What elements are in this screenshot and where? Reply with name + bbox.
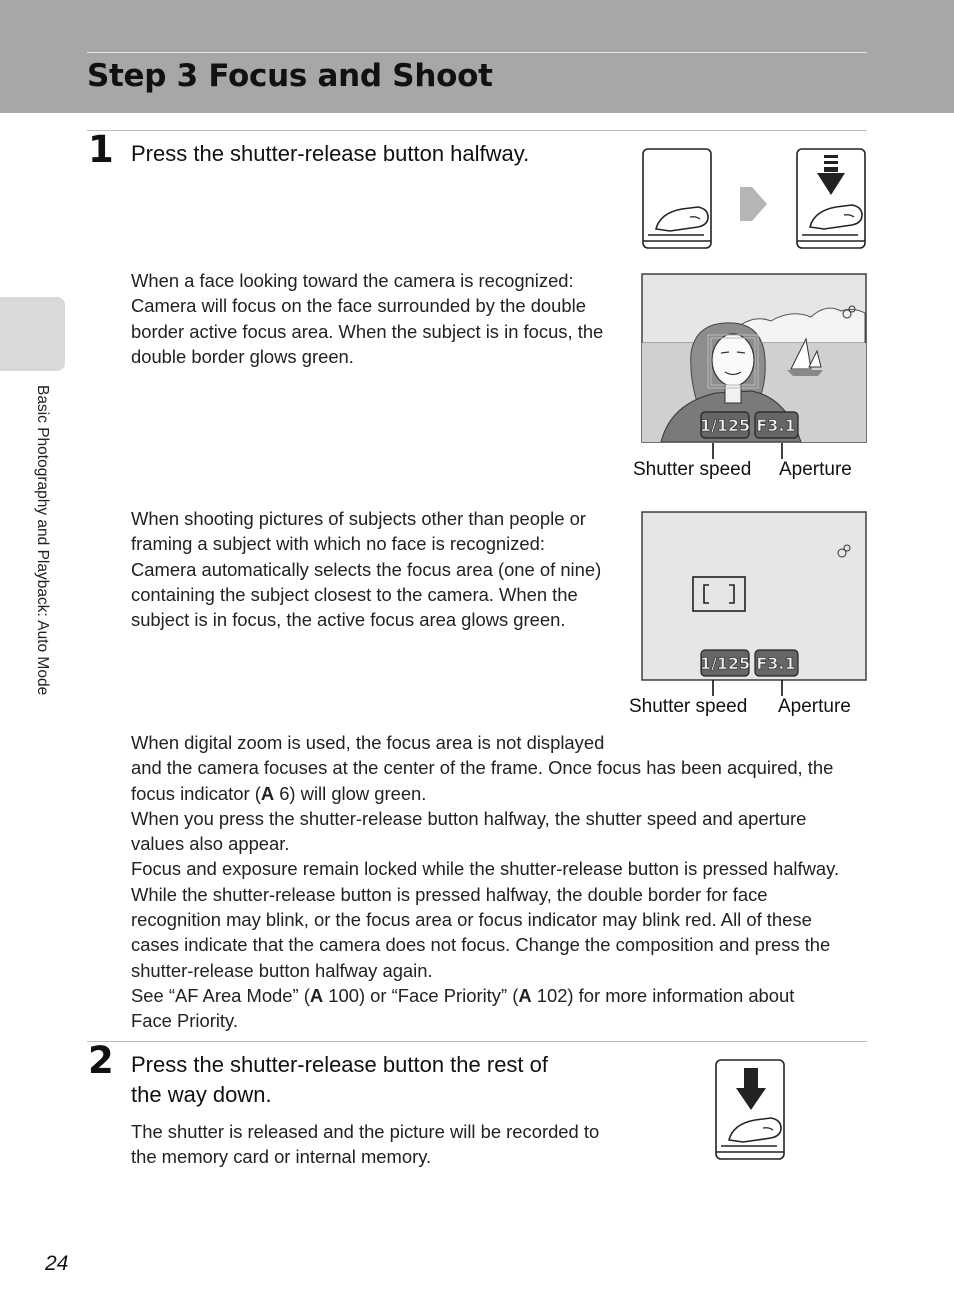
face-para-line: Camera will focus on the face surrounded by the double	[131, 295, 586, 317]
book-reference-icon: A	[260, 782, 275, 804]
page-title: Step 3 Focus and Shoot	[87, 58, 493, 94]
step2-heading-line: Press the shutter-release button the rest of	[131, 1052, 549, 1077]
aperture-display	[755, 650, 798, 676]
face-para-line: When a face looking toward the camera is recognized:	[131, 270, 574, 291]
shutter-speed-display	[700, 650, 750, 676]
header-rule	[87, 52, 867, 53]
face-detection-paragraph	[131, 268, 603, 369]
note-line: recognition may blink, or the focus area or focus indicator may blink red. All of these	[131, 909, 812, 931]
page-number: 24	[45, 1252, 69, 1275]
svg-text:1/125: 1/125	[699, 416, 751, 435]
aperture-display	[755, 412, 798, 438]
focus-notes	[131, 730, 867, 1034]
face-para-line: double border glows green.	[131, 345, 354, 367]
note-line: While the shutter-release button is pressed halfway, the double border for face	[131, 883, 768, 905]
step2-para-line: The shutter is released and the picture will be recorded to	[131, 1121, 600, 1142]
step1-rule	[87, 130, 867, 131]
note-line: When you press the shutter-release button halfway, the shutter speed and aperture	[131, 807, 807, 829]
next-arrow-icon	[740, 187, 767, 221]
note-line: cases indicate that the camera does not focus. Change the composition and press the	[131, 934, 831, 956]
step2-heading	[131, 1050, 548, 1110]
svg-text:F3.1: F3.1	[756, 416, 796, 435]
note-line: Focus and exposure remain locked while the shutter-release button is pressed halfway.	[131, 858, 840, 880]
other-para-line: subject is in focus, the active focus area glows green.	[131, 609, 566, 631]
note-line: and the camera focuses at the center of the frame. Once focus has been acquired, the	[131, 757, 834, 779]
shutter-speed-display	[700, 412, 750, 438]
note-line: When digital zoom is used, the focus area is not displayed	[131, 732, 605, 753]
svg-text:F3.1: F3.1	[756, 654, 796, 673]
header-band	[0, 0, 954, 113]
step2-rule	[87, 1041, 867, 1042]
note-line: Face Priority.	[131, 1010, 238, 1032]
aperture-label: Aperture	[779, 459, 852, 480]
half-press-figure	[640, 147, 868, 253]
face-para-line: border active focus area. When the subject is in focus, the	[131, 320, 604, 342]
other-para-line: framing a subject with which no face is recognized:	[131, 533, 545, 555]
button-full-press-icon	[713, 1058, 789, 1164]
side-tab-text: Basic Photography and Playback: Auto Mode	[34, 385, 51, 696]
aperture-label: Aperture	[778, 696, 851, 717]
step2-para-line: the memory card or internal memory.	[131, 1146, 432, 1168]
note-line: values also appear.	[131, 833, 290, 855]
focus-area-screen-figure	[641, 511, 867, 682]
book-reference-icon: A	[309, 984, 324, 1006]
note-line: focus indicator (A 6) will glow green.	[131, 782, 427, 804]
step1-number: 1	[88, 128, 114, 171]
side-tab	[0, 297, 65, 371]
note-line: shutter-release button halfway again.	[131, 959, 433, 981]
shutter-speed-label: Shutter speed	[629, 696, 748, 717]
shutter-speed-label: Shutter speed	[633, 459, 752, 480]
book-reference-icon: A	[518, 984, 532, 1006]
step2-number: 2	[88, 1039, 114, 1082]
button-before-icon	[643, 149, 711, 248]
other-para-line: containing the subject closest to the camera. When the	[131, 583, 578, 605]
button-halfway-icon	[797, 149, 865, 248]
face-priority-screen-figure	[641, 273, 867, 444]
step1-heading: Press the shutter-release button halfway.	[131, 141, 530, 166]
svg-text:1/125: 1/125	[699, 654, 751, 673]
note-line: See “AF Area Mode” (A 100) or “Face Priority” (A 102) for more information about	[131, 984, 795, 1006]
other-para-line: When shooting pictures of subjects other than people or	[131, 508, 586, 529]
step2-heading-line: the way down.	[131, 1082, 272, 1107]
focus-area-paragraph	[131, 506, 601, 632]
other-para-line: Camera automatically selects the focus area (one of nine)	[131, 558, 602, 580]
step2-paragraph	[131, 1119, 599, 1170]
